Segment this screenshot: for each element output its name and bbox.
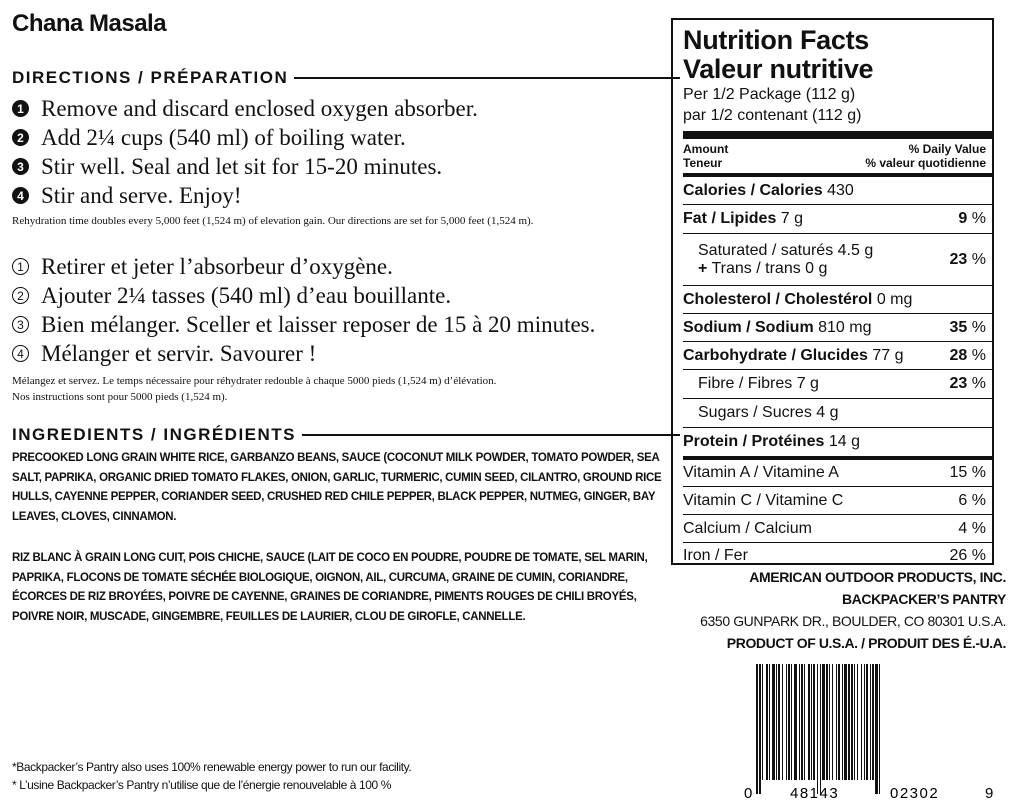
product-origin: PRODUCT OF U.S.A. / PRODUIT DES É.-U.A. xyxy=(726,635,1006,651)
barcode-bar xyxy=(762,664,763,780)
barcode-bar xyxy=(791,664,792,780)
barcode-group-1: 48143 xyxy=(790,785,840,802)
barcode-bar xyxy=(799,664,800,780)
english-steps xyxy=(12,94,478,210)
sugars-value: 4 g xyxy=(816,404,839,421)
step-text: Stir well. Seal and let sit for 15-20 minutes. xyxy=(41,153,443,179)
step-number-badge: 3 xyxy=(12,316,29,333)
step-text: Add 2¼ cups (540 ml) of boiling water. xyxy=(41,124,406,150)
calcium-label: Calcium / Calcium xyxy=(683,519,812,537)
nutrient-row-vitamin-c xyxy=(683,487,992,515)
percent-sign: % xyxy=(971,346,986,364)
cholesterol-value: 0 mg xyxy=(876,290,913,308)
iron-percent: 26 xyxy=(949,547,968,564)
step-text: Stir and serve. Enjoy! xyxy=(41,182,242,208)
percent-sign: % xyxy=(971,210,986,227)
step-number-badge: 4 xyxy=(12,345,29,362)
company-block xyxy=(700,566,1006,654)
protein-label: Protein / Protéines xyxy=(683,433,825,450)
sodium-value: 810 mg xyxy=(818,318,872,336)
serving-size-fr: par 1/2 contenant (112 g) xyxy=(683,107,862,124)
nutrient-row-carbohydrate xyxy=(683,342,992,370)
nutrition-column-header xyxy=(683,139,986,173)
barcode-bar xyxy=(766,664,768,780)
fat-value: 7 g xyxy=(780,210,804,227)
daily-value-label-fr: % valeur quotidienne xyxy=(865,156,986,170)
english-step xyxy=(12,181,478,210)
trans-value: 0 g xyxy=(805,259,828,277)
ingredients-heading xyxy=(12,425,680,445)
french-step xyxy=(12,252,595,281)
barcode-bar xyxy=(864,664,865,780)
barcode-bar xyxy=(866,664,868,780)
step-text: Bien mélanger. Sceller et laisser reposer de 15 à 20 minutes. xyxy=(41,311,596,337)
directions-heading xyxy=(12,68,680,88)
serving-size-en: Per 1/2 Package (112 g) xyxy=(683,86,856,103)
company-brand: BACKPACKER’S PANTRY xyxy=(841,591,1006,607)
vitamin-c-label: Vitamin C / Vitamine C xyxy=(683,491,844,509)
product-title: Chana Masala xyxy=(12,10,167,37)
saturated-label: Saturated / saturés xyxy=(698,241,834,259)
barcode-bar xyxy=(813,664,815,780)
carbohydrate-percent: 28 xyxy=(949,346,968,364)
barcode-bar xyxy=(842,664,843,780)
barcode-bar xyxy=(788,664,790,780)
upc-barcode xyxy=(740,660,1004,802)
nutrient-row-fat xyxy=(683,205,992,234)
percent-sign: % xyxy=(971,547,986,564)
amount-label-fr: Teneur xyxy=(683,156,723,170)
fibre-label: Fibre / Fibres xyxy=(698,375,793,392)
barcode-bar xyxy=(817,664,818,794)
nutrition-thick-rule xyxy=(683,131,992,139)
nutrition-title-en: Nutrition Facts xyxy=(683,25,870,55)
vitamin-c-percent: 6 xyxy=(958,491,968,509)
barcode-bars xyxy=(756,664,880,794)
percent-sign: % xyxy=(971,491,986,509)
step-number-badge: 3 xyxy=(12,158,29,175)
percent-sign: % xyxy=(971,318,986,336)
english-step xyxy=(12,94,478,123)
company-address: 6350 GUNPARK DR., BOULDER, CO 80301 U.S.A. xyxy=(700,613,1006,629)
barcode-bar xyxy=(875,664,878,794)
step-number-badge: 4 xyxy=(12,187,29,204)
barcode-bar xyxy=(811,664,812,780)
barcode-bar xyxy=(844,664,847,780)
barcode-bar xyxy=(838,664,840,780)
english-step xyxy=(12,123,478,152)
barcode-bar xyxy=(801,664,803,780)
barcode-group-2: 02302 xyxy=(890,785,940,802)
sodium-label: Sodium / Sodium xyxy=(683,318,814,336)
barcode-bar xyxy=(829,664,830,780)
fibre-value: 7 g xyxy=(796,375,819,392)
trans-plus-sign: + xyxy=(698,259,708,277)
sodium-percent: 35 xyxy=(949,318,968,336)
barcode-bar xyxy=(820,664,821,794)
company-name: AMERICAN OUTDOOR PRODUCTS, INC. xyxy=(749,569,1006,585)
step-text: Retirer et jeter l’absorbeur d’oxygène. xyxy=(41,253,393,279)
nutrient-row-saturated-trans xyxy=(683,234,992,286)
barcode-bar xyxy=(872,664,874,780)
english-step xyxy=(12,152,478,181)
barcode-bar xyxy=(769,664,770,780)
barcode-bar xyxy=(836,664,837,780)
barcode-bar xyxy=(759,664,761,794)
carbohydrate-label: Carbohydrate / Glucides xyxy=(683,346,868,364)
daily-value-label-en: % Daily Value xyxy=(908,142,986,156)
fat-percent: 9 xyxy=(958,210,968,227)
trans-label: Trans / trans xyxy=(711,259,801,277)
ingredients-french: RIZ BLANC À GRAIN LONG CUIT, POIS CHICHE, SAUCE (LAIT DE COCO EN POUDRE, POUDRE DE TOMATE, SEL MARIN, PAPRIKA, FLOCONS DE TOMATE SÉCHÉE BIOLOGIQUE, OIGNON, AIL, CURCUMA, GRAINE DE CUMIN, CORIANDRE, ÉCORCES DE RIZ BROYÉES, POIVRE DE CAYENNE, GRAINES DE CORIANDRE, PIMENTS ROUGES DE CHILI BROYÉS, POIVRE NOIR, MUSCADE, GINGEMBRE, FEUILLES DE LAURIER, CLOU DE GIROFLE, CANNELLE. xyxy=(12,552,648,623)
directions-heading-rule xyxy=(294,77,680,79)
percent-sign: % xyxy=(971,375,986,392)
barcode-bar xyxy=(851,664,853,780)
fibre-percent: 23 xyxy=(949,375,968,392)
step-number-badge: 1 xyxy=(12,258,29,275)
barcode-bar xyxy=(794,664,797,780)
nutrient-row-protein xyxy=(683,428,992,460)
barcode-bar xyxy=(772,664,775,780)
french-steps xyxy=(12,252,595,368)
step-number-badge: 1 xyxy=(12,100,29,117)
barcode-digit-last: 9 xyxy=(985,785,994,802)
calories-label: Calories / Calories xyxy=(683,181,823,199)
percent-sign: % xyxy=(971,519,986,537)
amount-label-en: Amount xyxy=(683,142,729,156)
calcium-percent: 4 xyxy=(958,519,968,537)
barcode-bar xyxy=(804,664,805,780)
barcode-bar xyxy=(857,664,858,780)
saturated-trans-percent: 23 xyxy=(949,250,968,268)
iron-label: Iron / Fer xyxy=(683,547,748,564)
french-rehydration-note-line1: Mélangez et servez. Le temps nécessaire pour réhydrater redouble à chaque 5000 pieds (1,524 m) d’élévation. xyxy=(12,375,497,387)
step-text: Remove and discard enclosed oxygen absorber. xyxy=(41,95,478,121)
calories-value: 430 xyxy=(827,181,854,199)
carbohydrate-value: 77 g xyxy=(872,346,904,364)
barcode-bar xyxy=(782,664,783,780)
french-step xyxy=(12,339,595,368)
footnote-english: *Backpacker’s Pantry also uses 100% renewable energy power to run our facility. xyxy=(12,760,412,774)
barcode-bar xyxy=(832,664,833,780)
french-step xyxy=(12,281,595,310)
step-number-badge: 2 xyxy=(12,287,29,304)
english-rehydration-note: Rehydration time doubles every 5,000 feet (1,524 m) of elevation gain. Our directions are set for 5,000 feet (1,524 m). xyxy=(12,215,534,227)
nutrient-row-cholesterol xyxy=(683,286,992,314)
nutrition-facts-panel xyxy=(671,18,994,565)
saturated-value: 4.5 g xyxy=(837,241,874,259)
barcode-bar xyxy=(808,664,810,780)
percent-sign: % xyxy=(971,464,986,481)
nutrient-row-calcium xyxy=(683,515,992,543)
barcode-bar xyxy=(848,664,850,780)
step-text: Ajouter 2¼ tasses (540 ml) d’eau bouillante. xyxy=(41,282,452,308)
nutrient-row-sodium xyxy=(683,314,992,342)
footnote-french: * L’usine Backpacker’s Pantry n’utilise que de l’énergie renouvelable à 100 % xyxy=(12,778,392,792)
percent-sign: % xyxy=(971,250,986,268)
vitamin-a-label: Vitamin A / Vitamine A xyxy=(683,464,839,481)
step-text: Mélanger et servir. Savourer ! xyxy=(41,340,317,366)
nutrient-row-sugars xyxy=(683,399,992,428)
french-rehydration-note-line2: Nos instructions sont pour 5000 pieds (1,524 m). xyxy=(12,391,228,403)
step-number-badge: 2 xyxy=(12,129,29,146)
barcode-bar xyxy=(776,664,777,780)
directions-heading-label: DIRECTIONS / PRÉPARATION xyxy=(12,68,289,87)
sugars-label: Sugars / Sucres xyxy=(698,404,812,421)
barcode-bar xyxy=(879,664,880,794)
ingredients-english: PRECOOKED LONG GRAIN WHITE RICE, GARBANZO BEANS, SAUCE (COCONUT MILK POWDER, TOMATO POWDER, SEA SALT, PAPRIKA, ORGANIC DRIED TOMATO FLAKES, ONION, GARLIC, TURMERIC, CUMIN SEED, CILANTRO, GROUND RICE HULLS, CAYENNE PEPPER, CORIANDER SEED, CRUSHED RED CHILE PEPPER, BLACK PEPPER, NUTMEG, GINGER, BAY LEAVES, CLOVES, CINNAMON. xyxy=(12,452,662,523)
vitamin-a-percent: 15 xyxy=(949,464,968,481)
cholesterol-label: Cholesterol / Cholestérol xyxy=(683,290,873,308)
nutrient-row-fibre xyxy=(683,370,992,399)
barcode-bar xyxy=(822,664,825,780)
barcode-digit-first: 0 xyxy=(744,785,753,802)
barcode-bar xyxy=(786,664,787,780)
fat-label: Fat / Lipides xyxy=(683,210,777,227)
nutrient-row-vitamin-a xyxy=(683,460,992,487)
barcode-bar xyxy=(861,664,862,780)
french-step xyxy=(12,310,595,339)
barcode-bar xyxy=(778,664,780,780)
ingredients-heading-rule xyxy=(302,434,680,436)
protein-value: 14 g xyxy=(828,433,860,450)
ingredients-heading-label: INGREDIENTS / INGRÉDIENTS xyxy=(12,425,297,444)
barcode-bar xyxy=(870,664,871,780)
barcode-bar xyxy=(854,664,855,780)
barcode-bar xyxy=(756,664,758,794)
nutrient-row-calories xyxy=(683,177,992,205)
barcode-bar xyxy=(826,664,828,780)
nutrition-title-fr: Valeur nutritive xyxy=(683,54,874,84)
